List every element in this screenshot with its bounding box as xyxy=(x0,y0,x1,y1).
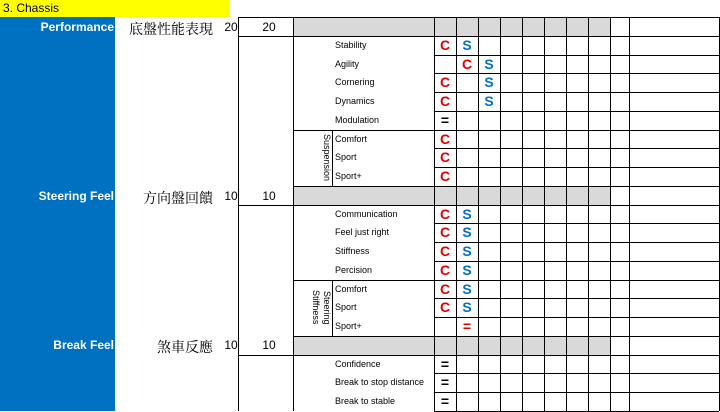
grid-line xyxy=(434,148,719,149)
criterion-label: Feel just right xyxy=(335,227,390,238)
category-label: Performance xyxy=(40,20,114,34)
section-separator-row xyxy=(293,186,610,205)
grid-line xyxy=(434,73,719,74)
criterion-label: Sport xyxy=(335,302,357,313)
grid-line xyxy=(610,17,611,411)
criterion-label: Modulation xyxy=(335,114,380,125)
rating-s-mark: S xyxy=(462,36,472,53)
grid-line xyxy=(588,17,589,411)
category-label: Break Feel xyxy=(53,338,114,352)
section-separator-row xyxy=(293,17,610,36)
criterion-label: Percision xyxy=(335,264,373,275)
group-label: Steering Stiffness xyxy=(311,290,332,325)
grid-line xyxy=(434,167,719,168)
group-label: Suspension xyxy=(322,134,332,182)
category-weight: 20 xyxy=(224,20,238,34)
criterion-label: Agility xyxy=(335,58,360,69)
rating-equal-mark: = xyxy=(440,374,450,391)
rating-c-mark: C xyxy=(439,224,451,241)
rating-s-mark: S xyxy=(484,93,494,109)
criterion-label: Confidence xyxy=(335,358,381,369)
section-title: 3. Chassis xyxy=(0,0,230,17)
grid-line xyxy=(332,280,333,336)
category-weight: 10 xyxy=(224,189,238,203)
grid-line xyxy=(434,92,719,93)
rating-equal-mark: = xyxy=(440,355,450,372)
rating-c-mark: C xyxy=(439,93,451,109)
criterion-label: Comfort xyxy=(335,283,368,294)
rating-s-mark: S xyxy=(462,224,472,241)
criterion-label: Dynamics xyxy=(335,96,375,106)
grid-line xyxy=(293,186,719,187)
criterion-label: Sport+ xyxy=(335,171,362,181)
rating-c-mark: C xyxy=(439,205,451,222)
grid-line xyxy=(238,17,239,411)
criterion-label: Break to stable xyxy=(335,396,396,406)
criterion-label: Sport xyxy=(335,152,357,163)
criterion-label: Stability xyxy=(335,39,367,50)
rating-equal-mark: = xyxy=(440,111,450,128)
grid-line xyxy=(566,17,567,411)
grid-line xyxy=(434,111,719,112)
category-chinese-label: 煞車反應 xyxy=(157,339,213,355)
grid-line xyxy=(332,130,333,186)
rating-c-mark: C xyxy=(439,36,451,53)
rating-c-mark: C xyxy=(439,280,451,297)
rating-c-mark: C xyxy=(439,130,451,147)
rating-s-mark: S xyxy=(484,74,494,91)
grid-line xyxy=(522,17,523,411)
category-weight-total: 20 xyxy=(262,20,276,34)
category-weight-total: 10 xyxy=(262,189,276,203)
criterion-label: Communication xyxy=(335,208,398,219)
criterion-label: Sport+ xyxy=(335,321,362,331)
section-separator-row xyxy=(293,336,610,355)
rating-c-mark: C xyxy=(439,149,451,166)
rating-c-mark: C xyxy=(439,299,451,316)
rating-c-mark: C xyxy=(439,74,451,91)
category-weight: 10 xyxy=(224,338,238,352)
category-chinese-label: 底盤性能表現 xyxy=(129,21,213,37)
grid-line xyxy=(293,17,294,411)
rating-s-mark: S xyxy=(462,243,472,259)
criterion-label: Stiffness xyxy=(335,246,370,256)
rating-s-mark: S xyxy=(462,261,472,278)
rating-s-mark: S xyxy=(462,205,472,222)
category-chinese-label: 方向盤回饋 xyxy=(143,190,213,206)
rating-s-mark: S xyxy=(484,55,494,72)
criterion-label: Cornering xyxy=(335,77,375,88)
rating-c-mark: C xyxy=(439,261,451,278)
category-weight-total: 10 xyxy=(262,338,276,352)
rating-equal-mark: = xyxy=(440,393,450,409)
grid-line xyxy=(544,17,545,411)
rating-s-mark: S xyxy=(462,280,472,297)
rating-equal-mark: = xyxy=(462,318,472,334)
criterion-label: Comfort xyxy=(335,133,368,144)
grid-line xyxy=(434,392,719,393)
rating-s-mark: S xyxy=(462,299,472,316)
category-label: Steering Feel xyxy=(38,189,114,203)
rating-c-mark: C xyxy=(439,168,451,184)
rating-c-mark: C xyxy=(461,55,473,72)
rating-c-mark: C xyxy=(439,243,451,259)
grid-line xyxy=(629,17,630,411)
criterion-label: Break to stop distance xyxy=(335,377,425,388)
rating-grid xyxy=(238,17,720,411)
grid-line xyxy=(434,373,719,374)
grid-line xyxy=(500,17,501,411)
grid-line xyxy=(293,336,719,337)
